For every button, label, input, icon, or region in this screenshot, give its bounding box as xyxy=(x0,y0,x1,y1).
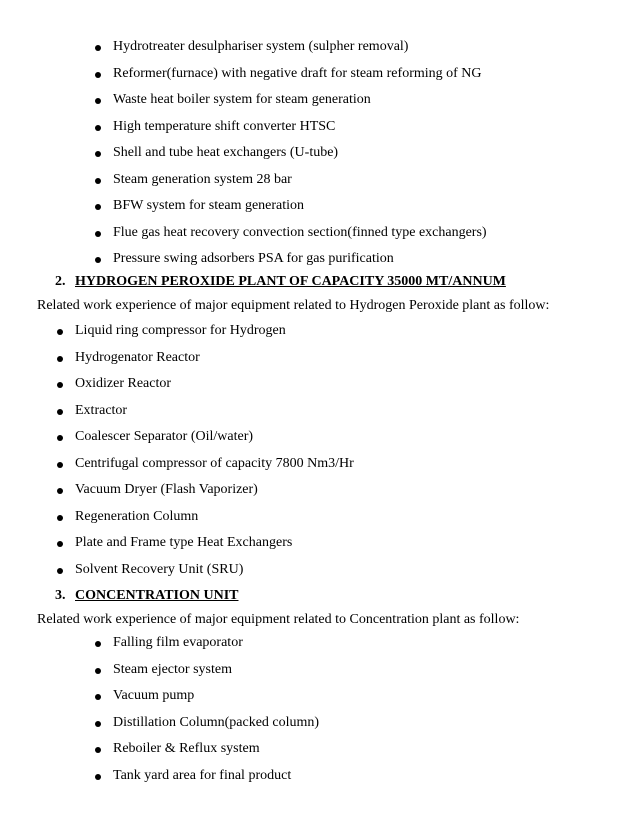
bullet-icon xyxy=(57,488,63,494)
bullet-icon xyxy=(57,462,63,468)
bullet-icon xyxy=(95,125,101,131)
bullet-icon xyxy=(95,72,101,78)
bullet-icon xyxy=(95,257,101,263)
list-item xyxy=(0,220,487,247)
list-item xyxy=(0,398,354,425)
list-item-text: Vacuum Dryer (Flash Vaporizer) xyxy=(75,482,258,497)
list-item xyxy=(0,34,487,61)
list-item-text: Solvent Recovery Unit (SRU) xyxy=(75,561,244,577)
section2-title: HYDROGEN PEROXIDE PLANT OF CAPACITY 35000 MT/ANNUM xyxy=(75,274,506,289)
bullet-icon xyxy=(95,747,101,753)
list-item-text: Liquid ring compressor for Hydrogen xyxy=(75,323,286,338)
bullet-icon xyxy=(95,694,101,700)
bullet-icon xyxy=(57,515,63,521)
list-item-text: Hydrogenator Reactor xyxy=(75,349,200,365)
list-item-text: Falling film evaporator xyxy=(113,635,243,650)
bullet-icon xyxy=(57,568,63,574)
list-item-text: Oxidizer Reactor xyxy=(75,376,172,391)
bullet-icon xyxy=(57,435,63,441)
list-item-text: Hydrotreater desulphariser system (sulpher removal) xyxy=(113,39,409,54)
list-item xyxy=(0,763,319,790)
bullet-icon xyxy=(57,356,63,362)
list-item-text: Coalescer Separator (Oil/water) xyxy=(75,429,254,444)
list-item-text: Centrifugal compressor of capacity 7800 Nm3/Hr xyxy=(75,455,354,471)
bullet-icon xyxy=(57,329,63,335)
list-item xyxy=(0,246,487,273)
section3-heading xyxy=(55,587,238,605)
bullet-icon xyxy=(95,668,101,674)
bullet-icon xyxy=(95,98,101,104)
list-item-text: Regeneration Column xyxy=(75,508,199,524)
list-item xyxy=(0,345,354,372)
list-item-text: Reformer(furnace) with negative draft for steam reforming of NG xyxy=(113,65,482,81)
list-item-text: Extractor xyxy=(75,402,128,418)
list-item xyxy=(0,87,487,114)
list-item-text: High temperature shift converter HTSC xyxy=(113,118,336,134)
list-item-text: Flue gas heat recovery convection section(finned type exchangers) xyxy=(113,224,487,240)
bullet-icon xyxy=(95,721,101,727)
list-item xyxy=(0,61,487,88)
section2-number: 2. xyxy=(55,274,66,289)
list-item-text: Pressure swing adsorbers PSA for gas purification xyxy=(113,251,394,266)
list-item xyxy=(0,114,487,141)
list-item xyxy=(0,193,487,220)
list-item-text: Tank yard area for final product xyxy=(113,767,292,783)
bullet-icon xyxy=(57,409,63,415)
bullet-icon xyxy=(57,541,63,547)
list-item xyxy=(0,630,319,657)
list-item xyxy=(0,710,319,737)
list-item xyxy=(0,451,354,478)
list-item-text: Reboiler & Reflux system xyxy=(113,741,260,756)
list-item-text: Steam ejector system xyxy=(113,661,232,677)
bullet-icon xyxy=(95,151,101,157)
list-item-text: Vacuum pump xyxy=(113,688,195,703)
list-item-text: Waste heat boiler system for steam generation xyxy=(113,92,371,107)
bullet-icon xyxy=(95,178,101,184)
section3-number: 3. xyxy=(55,588,66,603)
list-item xyxy=(0,683,319,710)
list-item-text: Plate and Frame type Heat Exchangers xyxy=(75,535,293,550)
list-item xyxy=(0,371,354,398)
list-item xyxy=(0,557,354,584)
bullet-icon xyxy=(95,231,101,237)
list-item xyxy=(0,318,354,345)
list-item xyxy=(0,424,354,451)
list-item xyxy=(0,504,354,531)
section3-intro: Related work experience of major equipment related to Concentration plant as follow: xyxy=(37,612,520,627)
list-item xyxy=(0,657,319,684)
section3-title: CONCENTRATION UNIT xyxy=(75,588,239,603)
list-item-text: BFW system for steam generation xyxy=(113,198,305,213)
list-item-text: Distillation Column(packed column) xyxy=(113,714,320,730)
list-item xyxy=(0,140,487,167)
list-item-text: Steam generation system 28 bar xyxy=(113,171,292,187)
section2-equipment-list xyxy=(0,318,354,583)
list-item xyxy=(0,530,354,557)
section1-equipment-list xyxy=(0,34,487,273)
bullet-icon xyxy=(95,45,101,51)
bullet-icon xyxy=(95,774,101,780)
bullet-icon xyxy=(57,382,63,388)
list-item-text: Shell and tube heat exchangers (U-tube) xyxy=(113,145,339,160)
list-item xyxy=(0,736,319,763)
bullet-icon xyxy=(95,641,101,647)
bullet-icon xyxy=(95,204,101,210)
list-item xyxy=(0,167,487,194)
list-item xyxy=(0,477,354,504)
section3-equipment-list xyxy=(0,630,319,789)
section2-heading xyxy=(55,273,506,291)
section2-intro: Related work experience of major equipment related to Hydrogen Peroxide plant as follow: xyxy=(37,298,550,313)
